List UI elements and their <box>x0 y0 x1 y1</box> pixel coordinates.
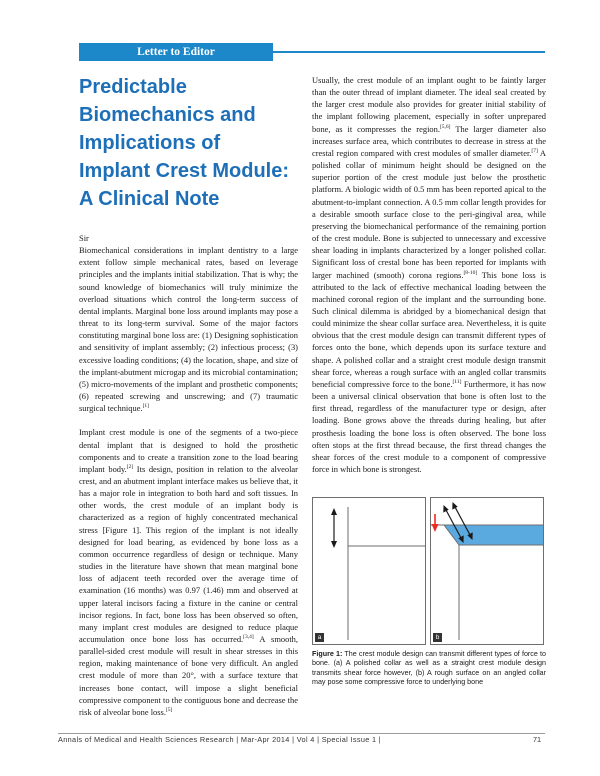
salutation: Sir <box>79 233 89 243</box>
body-paragraph: Usually, the crest module of an implant ought to be faintly larger than the outer thread of implant diameter. The ideal seal created by the larger crest module also provides for greater initial stability of the implant following placement, especially in softer unprepared bone, as it compresses the region.[5,6] The larger diameter also increases surface area, which contributes to decrease in stress at the crestal region compared with crest modules of smaller diameter.[7] A polished collar of minimum height should be designed on the superior portion of the crest module just below the prosthetic platform. A biologic width of 0.5 mm has been reported apical to the abutment-to-implant connection. A 0.5 mm collar length provides for a desirable smooth surface close to the peri-gingival area, while preserving the biomechanical performance of the remaining portion of the crest module. Bone is subjected to unnecessary and excessive shear loading in implants characterized by a longer polished collar. Significant loss of crestal bone has been reported for implants with larger machined (smooth) corona regions.[8-10] This bone loss is attributed to the lack of effective mechanical loading between the machined coronal region of the implant and the surrounding bone. Such clinical dilemma is abridged by a biomechanical design that could minimize the shear collar surface area. Nevertheless, it is quite obvious that the crest module design can transmit different types of forces onto the bone, which depends upon its surface texture and shape. A polished collar and a straight crest module design transmit shear force, whereas a rough surface with an angled collar transmits beneficial compressive force to the bone.[11] Furthermore, it has now been a universal clinical observation that bone is often lost to the first thread, regardless of the manufacturer type or design, after loading. Bone grows above the threads during healing, but after prosthesis loading the bone loss is often observed. The bone loss often stops at the first thread because, the first thread changes the shear forces of the crest module to a component of compressive force in which bone is strongest. <box>312 75 546 474</box>
page-number: 71 <box>533 735 542 744</box>
figure-caption <box>312 650 546 687</box>
body-paragraph: Biomechanical considerations in implant dentistry to a large extent follow simple mechanical rates, based on leverage principles and the implants initial stabilization. That is why; the sound knowledge of biomechanics will truly minimize the overload situations which control the long-term success of dental implants. Marginal bone loss around implants may pose a threat to its long-term survival. Some of the major factors constituting marginal bone loss are: (1) Designing sophistication and sensitivity of implant assembly; (2) infectious process; (3) excessive loading conditions; (4) the location, shape, and size of the implant-abutment microgap and its microbial contamination; (5) micro-movements of the implant and prosthetic components; (6) repeated screwing and unscrewing; and (7) traumatic surgical technique.[1] <box>79 245 298 414</box>
article-title: Predictable Biomechanics and Implications of Implant Crest Module: A Clinical Note <box>79 76 290 210</box>
panel-a-label: a <box>315 633 324 642</box>
caption-label: Figure 1: <box>312 650 343 658</box>
compressive-force-arrow <box>432 514 439 532</box>
body-paragraph: Implant crest module is one of the segments of a two-piece dental implant that is designed to hold the prosthetic components and to create a transition zone to the load bearing implant body.[2] Its design, position in relation to the alveolar crest, and an abutment implant interface makes us believe that, it has a major role in integration to both hard and soft tissues. In other words, the crest module of an implant body is characterized as a region of highly concentrated mechanical stress [Figure 1]. This region of the implant is not ideally designed for load bearing, as evidenced by bone loss as a common occurrence regardless of design or technique. Many studies in the literature have shown that mean marginal bone loss of adjacent teeth recorded over the average time of examination (16 months) was 0.97 (1.46) mm and observed at upper lateral incisors facing a fixture in the canine or central incisor regions. In fact, bone loss has been observed so often, many implant crest modules are designed to reduce plaque accumulation once bone loss has occurred.[3,4] A smooth, parallel-sided crest module will result in shear stresses in this region, making maintenance of bone very difficult. An angled crest module of more than 20°, with a surface texture that increases bone contact, will impose a slight beneficial compressive component to the contiguous bone and decrease the risk of alveolar bone loss.[5] <box>79 427 298 717</box>
panel-b-label: b <box>433 633 442 642</box>
figure-panel-a <box>312 497 426 645</box>
left-column <box>79 232 298 730</box>
caption-text: The crest module design can transmit different types of force to bone. (a) A polished collar as well as a straight crest module design transmits shear force however, (b) A rough surface on an angled collar may pose some compressive force to underlying bone <box>312 650 546 686</box>
figure-1 <box>312 497 544 645</box>
panel-b-drawing <box>430 497 544 645</box>
panel-a-drawing <box>312 497 426 645</box>
header-rule <box>273 51 545 53</box>
journal-citation: Annals of Medical and Health Sciences Research | Mar-Apr 2014 | Vol 4 | Special Issue 1 | <box>58 735 382 744</box>
right-column <box>312 74 546 487</box>
section-label: Letter to Editor <box>137 46 215 58</box>
shear-force-arrow <box>331 508 337 548</box>
footer-rule <box>58 733 545 734</box>
figure-panel-b <box>430 497 544 645</box>
